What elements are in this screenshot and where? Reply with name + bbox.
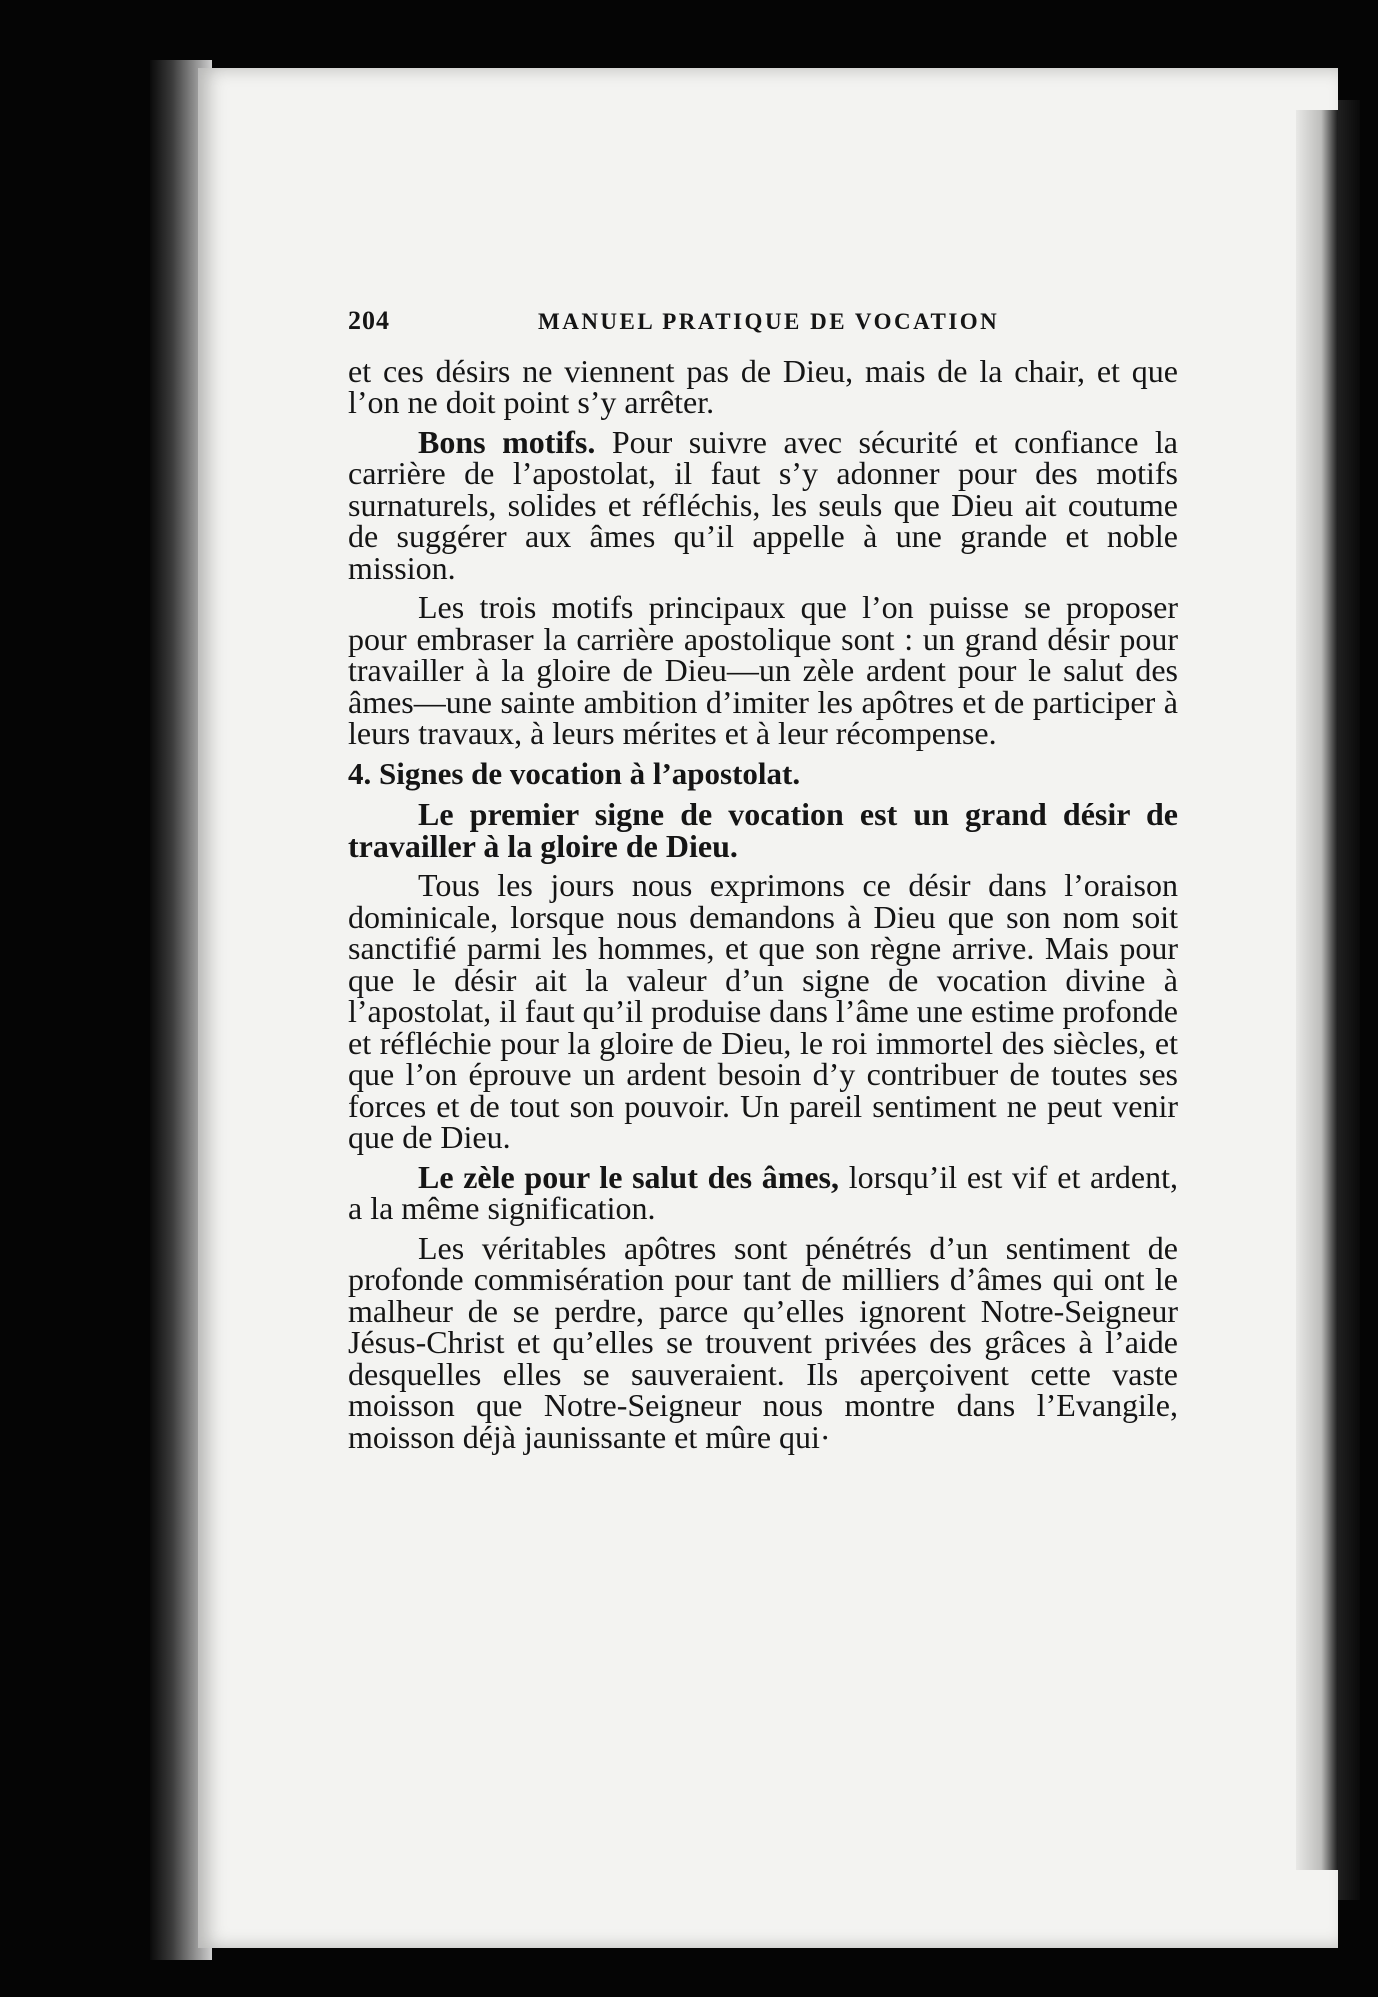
running-head (348, 305, 1178, 338)
page-number: 204 (348, 306, 390, 335)
paragraph-veritables-apotres: Les véritables apôtres sont pénétrés d’un sentiment de profonde commisération pour tant de milliers d’âmes qui ont le malheur de se perdre, parce qu’elles ignorent Notre-Seigneur Jésus-Christ et qu’elles se trouvent privées des grâces à l’aide desquelles elles se sauveraient. Ils aperçoivent cette vaste moisson que Notre-Seigneur nous montre dans l’Evangile, moisson déjà jaunissante et mûre qui· (348, 1229, 1178, 1455)
paragraph-trois-motifs: Les trois motifs principaux que l’on puisse se proposer pour embraser la carrière apostolique sont : un grand désir pour travailler à la gloire de Dieu—un zèle ardent pour le salut des âmes—une sainte ambition d’imiter les apôtres et de participer à leurs travaux, à leurs mérites et à leur récompense. (348, 589, 1178, 751)
paragraph-continuation: et ces désirs ne viennent pas de Dieu, mais de la chair, et que l’on ne doit point s’y arrêter. (348, 352, 1178, 420)
paragraph-zele (348, 1158, 1179, 1226)
page-fore-edge (1296, 110, 1338, 1870)
paragraph-bons-motifs (348, 423, 1179, 586)
section-heading: 4. Signes de vocation à l’apostolat. (348, 755, 801, 791)
page-text-block (348, 305, 1178, 1461)
paragraph-body: Pour suivre avec sécurité et confiance la carrière de l’apostolat, il faut s’y adonner pour des motifs surnaturels, solides et réfléchis, les seuls que Dieu ait coutume de suggérer aux âmes qu’il appelle à une grande et noble mission. (348, 423, 1179, 586)
next-page-edge (1338, 100, 1360, 1900)
running-title: MANUEL PRATIQUE DE VOCATION (538, 309, 1000, 334)
paragraph-body: lorsqu’il est vif et ardent, a la même signification. (348, 1158, 1179, 1226)
paragraph-premier-signe: Le premier signe de vocation est un grand désir de travailler à la gloire de Dieu. (348, 796, 1178, 864)
paragraph-lead-bold: Le zèle pour le salut des âmes, (418, 1158, 840, 1195)
paragraph-lead-bold: Bons motifs. (418, 423, 596, 460)
paragraph-tous-les-jours: Tous les jours nous exprimons ce désir dans l’oraison dominicale, lorsque nous demandons à Dieu que son nom soit sanctifié parmi les hommes, et que son règne arrive. Mais pour que le désir ait la valeur d’un signe de vocation divine à l’apostolat, il faut qu’il produise dans l’âme une estime profonde et réfléchie pour la gloire de Dieu, le roi immortel des siècles, et que l’on éprouve un ardent besoin d’y contribuer de toutes ses forces et de tout son pouvoir. Un pareil sentiment ne peut venir que de Dieu. (348, 867, 1178, 1155)
